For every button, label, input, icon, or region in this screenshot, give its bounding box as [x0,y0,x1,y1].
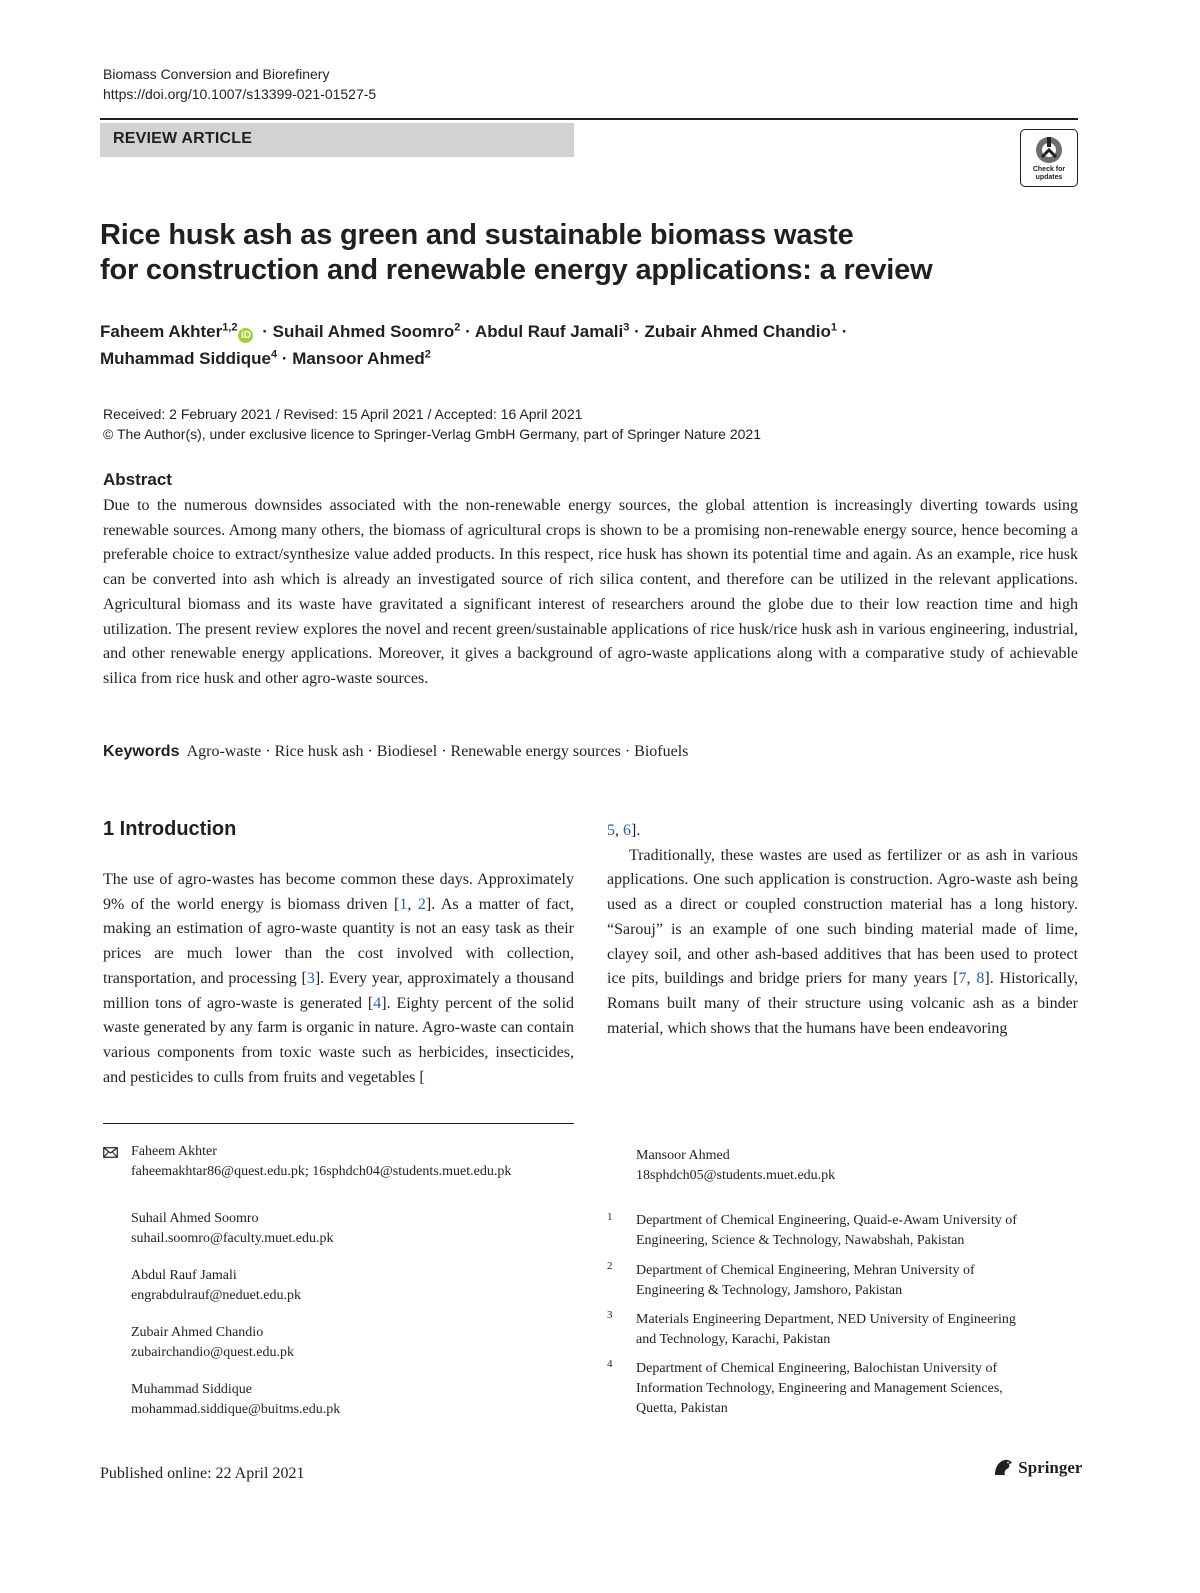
crossmark-label-2: updates [1035,174,1063,181]
check-for-updates-button[interactable] [1020,129,1078,187]
affiliation-line: Engineering & Technology, Jamshoro, Pakistan [636,1283,903,1298]
keywords-label: Keywords [103,743,180,760]
article-dates: Received: 2 February 2021 / Revised: 15 April 2021 / Accepted: 16 April 2021 [103,406,583,422]
correspondence-entry [131,1380,340,1420]
citation-link[interactable]: 5 [607,822,615,839]
journal-name: Biomass Conversion and Biorefinery [103,66,330,82]
author-affiliation-sup: 1,2 [222,321,238,334]
author-separator: · [262,322,268,341]
article-type-label: REVIEW ARTICLE [113,130,253,147]
keyword[interactable]: Renewable energy sources [450,743,621,760]
affiliation-number: 2 [607,1260,613,1272]
correspondence-email[interactable]: engrabdulrauf@neduet.edu.pk [131,1288,301,1303]
correspondence-entry [131,1209,334,1249]
author-name[interactable]: Zubair Ahmed Chandio [644,322,831,341]
correspondence-name: Zubair Ahmed Chandio [131,1325,264,1340]
affiliation-line: Department of Chemical Engineering, Mehran University of [636,1263,975,1278]
intro-column-left [103,868,574,1090]
author-name[interactable]: Suhail Ahmed Soomro [272,322,455,341]
article-type-bar [100,123,574,157]
keyword[interactable]: Rice husk ash [274,743,364,760]
author-separator: · [281,349,288,368]
affiliation-line: Information Technology, Engineering and Management Sciences, [636,1381,1003,1396]
keyword[interactable]: Biodiesel [376,743,438,760]
affiliation [636,1359,1003,1419]
article-title [100,218,1100,288]
header-rule [100,118,1078,120]
correspondence-email[interactable]: 18sphdch05@students.muet.edu.pk [636,1168,836,1183]
author-name[interactable]: Muhammad Siddique [100,349,271,368]
correspondence-entry [131,1266,301,1306]
envelope-icon [103,1147,118,1158]
affiliation [636,1261,975,1301]
affiliation-line: Engineering, Science & Technology, Nawabshah, Pakistan [636,1233,965,1248]
author-affiliation-sup: 3 [623,321,630,334]
published-online-date: Published online: 22 April 2021 [100,1465,305,1482]
citation-link[interactable]: 7 [958,970,967,988]
citation-link[interactable]: 2 [417,895,426,913]
correspondence-email[interactable]: zubairchandio@quest.edu.pk [131,1345,294,1360]
orcid-icon[interactable]: iD [238,328,253,343]
abstract-text: Due to the numerous downsides associated with the non-renewable energy sources, the global attention is increasingly diverting towards using renewable sources. Among many others, the biomass of agricultural crops is shown to be a promising non-renewable energy source, hence becoming a preferable choice to extract/synthesize value added products. In this respect, rice husk has shown its potential time and again. As an example, rice husk can be converted into ash which is already an investigated source of rich silica content, and therefore can be utilized in the relevant applications. Agricultural biomass and its waste have gravitated a significant interest of researchers around the globe due to their low reaction time and high utilization. The present review explores the novel and recent green/sustainable applications of rice husk/rice husk ash in various engineering, industrial, and other renewable energy applications. Moreover, it gives a background of agro-waste applications along with a comparative study of achievable silica from rice husk and other agro-waste sources. [103,497,1078,687]
keywords: Keywords Agro-waste · Rice husk ash · Biodiesel · Renewable energy sources · Biofuels [103,743,689,760]
title-line-2: for construction and renewable energy applications: a review [100,254,933,286]
correspondence-entry [131,1142,511,1182]
citation-link[interactable]: 4 [373,994,382,1012]
author-separator: · [465,322,471,341]
springer-horse-icon [992,1457,1014,1477]
intro-paragraph-1: The use of agro-wastes has become common these days. Approximately 9% of the world energy is biomass driven [1, 2]. As a matter of fact, making an estimation of agro-waste quantity is not an easy task as their prices are much lower than the cost involved with collection, transportation, and processing [3]. Every year, approximately a thousand million tons of agro-waste is generated [4]. Eighty percent of the solid waste generated by any farm is organic in nature. Agro-waste can contain various components from toxic waste such as herbicides, insecticides, and pesticides to culls from fruits and vegetables [ [103,871,575,1086]
abstract-heading: Abstract [103,470,172,489]
citation-link[interactable]: 1 [399,895,408,913]
correspondence-entry [636,1146,835,1186]
author-affiliation-sup: 2 [454,321,461,334]
copyright-notice: © The Author(s), under exclusive licence to Springer-Verlag GmbH Germany, part of Springer Nature 2021 [103,426,761,442]
author-line-1 [100,318,1100,345]
correspondence-name: Suhail Ahmed Soomro [131,1211,259,1226]
citation-link[interactable]: 6 [623,822,631,839]
author-affiliation-sup: 1 [830,321,837,334]
affiliation [636,1310,1016,1350]
correspondence-email[interactable]: mohammad.siddique@buitms.edu.pk [131,1402,341,1417]
intro-paragraph-2: Traditionally, these wastes are used as fertilizer or as ash in various applications. One such application is construction. Agro-waste ash being used as a direct or coupled construction material has a long history. “Sarouj” is an example of one such binding material made of lime, clayey soil, and other ash-based additives that has been used to protect ice pits, buildings and bridge priers for many years [7, 8]. Historically, Romans built many of their structure using volcanic ash as a binder material, which shows that the humans have been endeavoring [607,846,1079,1037]
author-affiliation-sup: 4 [270,348,278,361]
author-separator: · [634,322,640,341]
title-line-1: Rice husk ash as green and sustainable biomass waste [100,219,854,251]
affiliation-line: and Technology, Karachi, Pakistan [636,1332,831,1347]
section-heading-introduction: 1 Introduction [103,818,237,840]
affiliation [636,1211,1017,1251]
correspondence-name: Mansoor Ahmed [636,1148,730,1163]
correspondence-name: Faheem Akhter [131,1144,217,1159]
publisher-name: Springer [1018,1458,1083,1477]
correspondence-email[interactable]: suhail.soomro@faculty.muet.edu.pk [131,1231,334,1246]
affiliation-number: 3 [607,1309,613,1321]
author-name[interactable]: Abdul Rauf Jamali [474,322,624,341]
affiliation-line: Department of Chemical Engineering, Balochistan University of [636,1361,998,1376]
correspondence-email[interactable]: faheemakhtar86@quest.edu.pk; 16sphdch04@students.muet.edu.pk [131,1164,512,1179]
doi-link[interactable]: https://doi.org/10.1007/s13399-021-01527-5 [103,86,377,102]
correspondence-entry [131,1323,294,1363]
correspondence-name: Muhammad Siddique [131,1382,252,1397]
affiliation-number: 1 [607,1211,613,1223]
author-list [100,318,1100,372]
intro-column-right [607,819,1078,1041]
crossmark-icon [1032,135,1066,165]
crossmark-label-1: Check for [1032,166,1066,173]
affiliation-line: Department of Chemical Engineering, Quaid-e-Awam University of [636,1213,1017,1228]
affiliation-number: 4 [607,1358,613,1370]
springer-logo [992,1456,1082,1481]
affiliation-line: Materials Engineering Department, NED University of Engineering [636,1312,1016,1327]
author-line-2 [100,345,1100,372]
keyword[interactable]: Agro-waste [186,743,262,760]
affiliation-line: Quetta, Pakistan [636,1401,728,1416]
citation-link[interactable]: 3 [306,969,315,987]
citation-link[interactable]: 8 [976,970,985,988]
footnote-rule [103,1123,574,1124]
correspondence-name: Abdul Rauf Jamali [131,1268,237,1283]
author-name[interactable]: Faheem Akhter [100,322,223,341]
intro-paragraph-1-cont: 5, 6]. [607,822,641,839]
author-separator: · [841,322,848,341]
author-name[interactable]: Mansoor Ahmed [292,349,425,368]
author-affiliation-sup: 2 [424,348,431,361]
keyword[interactable]: Biofuels [634,743,689,760]
